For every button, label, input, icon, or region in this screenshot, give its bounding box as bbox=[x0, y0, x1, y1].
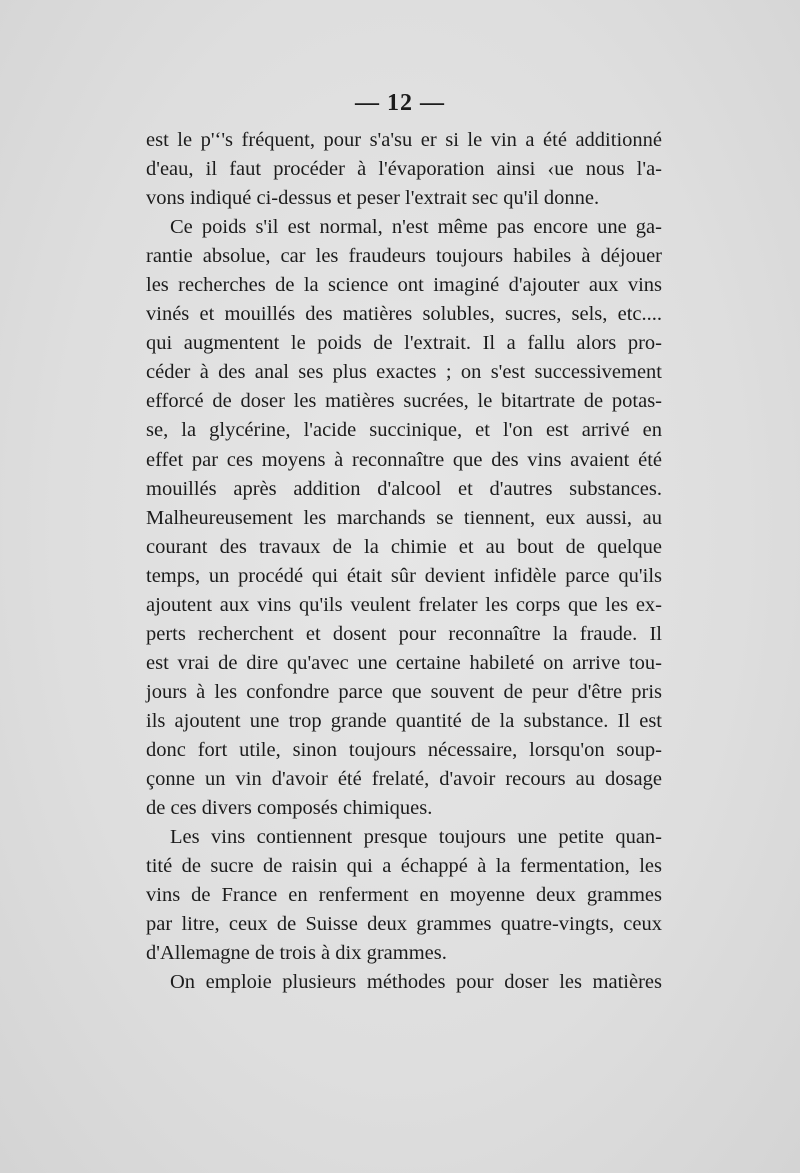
text-line: courant des travaux de la chimie et au bout de quelque bbox=[146, 535, 662, 558]
text-line: donc fort utile, sinon toujours nécessaire, lorsqu'on soup- bbox=[146, 738, 662, 761]
text-line: temps, un procédé qui était sûr devient infidèle parce qu'ils bbox=[146, 564, 662, 587]
text-line: est le p'‘'s fréquent, pour s'a'su er si le vin a été additionné bbox=[146, 129, 662, 151]
text-line: d'eau, il faut procéder à l'évaporation ainsi ‹ue nous l'a- bbox=[146, 158, 662, 181]
text-line: vins de France en renferment en moyenne deux grammes bbox=[146, 884, 662, 907]
text-line: de ces divers composés chimiques. bbox=[146, 797, 433, 820]
text-line: d'Allemagne de trois à dix grammes. bbox=[146, 942, 447, 965]
text-line: tité de sucre de raisin qui a échappé à la fermentation, les bbox=[146, 855, 662, 878]
text-line: Ce poids s'il est normal, n'est même pas encore une ga- bbox=[170, 216, 662, 239]
text-line: Les vins contiennent presque toujours une petite quan- bbox=[170, 826, 662, 849]
text-line: Malheureusement les marchands se tiennent, eux aussi, au bbox=[146, 506, 662, 529]
text-line: effet par ces moyens à reconnaître que des vins avaient été bbox=[146, 448, 662, 471]
text-line: çonne un vin d'avoir été frelaté, d'avoir recours au dosage bbox=[146, 768, 662, 791]
text-line: ajoutent aux vins qu'ils veulent frelater les corps que les ex- bbox=[146, 593, 662, 616]
page-number: — 12 — bbox=[355, 90, 445, 116]
body-text bbox=[146, 126, 662, 997]
text-line: On emploie plusieurs méthodes pour doser les matières bbox=[170, 971, 662, 994]
text-line: qui augmentent le poids de l'extrait. Il a fallu alors pro- bbox=[146, 332, 662, 355]
text-line: vinés et mouillés des matières solubles, sucres, sels, etc.... bbox=[146, 303, 662, 326]
text-line: perts recherchent et dosent pour reconnaître la fraude. Il bbox=[146, 622, 662, 645]
text-line: par litre, ceux de Suisse deux grammes quatre-vingts, ceux bbox=[146, 913, 662, 936]
text-line: rantie absolue, car les fraudeurs toujours habiles à déjouer bbox=[146, 245, 662, 268]
text-line: céder à des anal ses plus exactes ; on s'est successivement bbox=[146, 361, 662, 384]
text-line: jours à les confondre parce que souvent de peur d'être pris bbox=[146, 680, 662, 703]
text-line: les recherches de la science ont imaginé d'ajouter aux vins bbox=[146, 274, 662, 297]
text-line: vons indiqué ci-dessus et peser l'extrait sec qu'il donne. bbox=[146, 187, 600, 210]
text-line: se, la glycérine, l'acide succinique, et l'on est arrivé en bbox=[146, 419, 662, 442]
text-line: est vrai de dire qu'avec une certaine habileté on arrive tou- bbox=[146, 651, 662, 674]
text-line: efforcé de doser les matières sucrées, le bitartrate de potas- bbox=[146, 390, 662, 413]
text-line: mouillés après addition d'alcool et d'autres substances. bbox=[146, 477, 662, 500]
text-line: ils ajoutent une trop grande quantité de la substance. Il est bbox=[146, 709, 662, 732]
